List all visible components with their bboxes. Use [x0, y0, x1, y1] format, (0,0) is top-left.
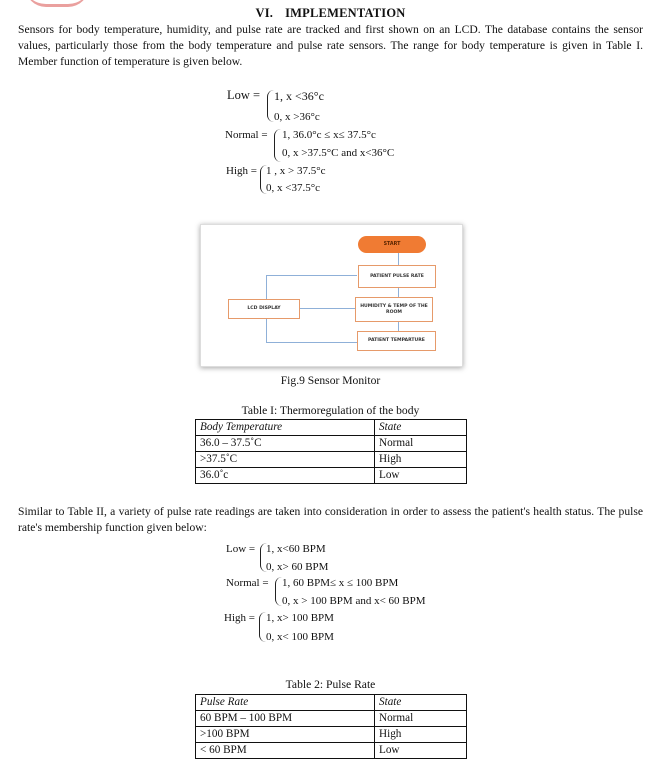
table1-cell: High [375, 452, 467, 468]
temp-low-label: Low = [227, 88, 261, 102]
flow-lcd-display-box: LCD DISPLAY [228, 299, 300, 319]
table-row [196, 711, 467, 727]
table1-cell: >37.5˚C [196, 452, 375, 468]
pulse-normal-line-2: 0, x > 100 BPM and x< 60 BPM [282, 595, 426, 607]
table2-cell: < 60 BPM [196, 743, 375, 759]
second-paragraph: Similar to Table II, a variety of pulse rate readings are taken into consideration in order to assess the patient's health status. The pulse rate's membership function given below: [18, 505, 643, 534]
table2-header-pulse-rate: Pulse Rate [196, 695, 375, 711]
pulse-high-line-2: 0, x< 100 BPM [266, 631, 334, 643]
table2-cell: High [375, 727, 467, 743]
table1-cell: 36.0 – 37.5˚C [196, 436, 375, 452]
table-row [196, 743, 467, 759]
pulse-low-line-1: 1, x<60 BPM [266, 543, 326, 555]
table1-caption: Table I: Thermoregulation of the body [241, 404, 420, 417]
section-title: IMPLEMENTATION [285, 6, 406, 20]
table2-header-state: State [375, 695, 467, 711]
table1-cell: Normal [375, 436, 467, 452]
table2-cell: 60 BPM – 100 BPM [196, 711, 375, 727]
temp-low-line-2: 0, x >36°c [274, 111, 320, 123]
pulse-low-line-2: 0, x> 60 BPM [266, 561, 329, 573]
flow-humidity-temp-box: HUMIDITY & TEMP OF THE ROOM [355, 297, 433, 322]
temp-normal-line-2: 0, x >37.5°C and x<36°C [282, 147, 395, 159]
table2-header-row [196, 695, 467, 711]
table2-pulse-rate [195, 694, 467, 759]
section-number: VI. [255, 6, 274, 20]
pulse-high-label: High = [224, 612, 255, 624]
intro-paragraph: Sensors for body temperature, humidity, and pulse rate are tracked and first shown on an LCD. The database contains the sensor values, particularly those from the body temperature and pulse rate sensors. The range for body temperature is given in Table I. Member function of temperature is given below. [18, 23, 643, 68]
temp-high-line-1: 1 , x > 37.5°c [266, 165, 326, 177]
pulse-normal-line-1: 1, 60 BPM≤ x ≤ 100 BPM [282, 577, 399, 589]
table1-cell: 36.0˚c [196, 468, 375, 484]
temp-low-line-1: 1, x <36°c [274, 89, 324, 103]
table-row [196, 727, 467, 743]
table2-cell: >100 BPM [196, 727, 375, 743]
table2-cell: Normal [375, 711, 467, 727]
temp-high-label: High = [226, 165, 257, 177]
table1-cell: Low [375, 468, 467, 484]
table2-cell: Low [375, 743, 467, 759]
table1-header-body-temp: Body Temperature [196, 420, 375, 436]
pulse-normal-label: Normal = [226, 577, 269, 589]
table2-caption: Table 2: Pulse Rate [285, 678, 376, 691]
flow-patient-temp-box: PATIENT TEMPARTURE [357, 331, 436, 351]
temp-high-line-2: 0, x <37.5°c [266, 182, 320, 194]
pulse-low-label: Low = [226, 543, 256, 555]
pulse-high-brace [259, 612, 266, 642]
pulse-high-line-1: 1, x> 100 BPM [266, 612, 334, 624]
flow-start-node: START [358, 236, 426, 253]
figure-caption: Fig.9 Sensor Monitor [280, 374, 381, 387]
flow-pulse-rate-box: PATIENT PULSE RATE [358, 265, 436, 288]
temp-normal-line-1: 1, 36.0°c ≤ x≤ 37.5°c [282, 129, 376, 141]
temp-normal-label: Normal = [225, 129, 268, 141]
table1-header-state: State [375, 420, 467, 436]
pulse-normal-brace [275, 577, 282, 606]
